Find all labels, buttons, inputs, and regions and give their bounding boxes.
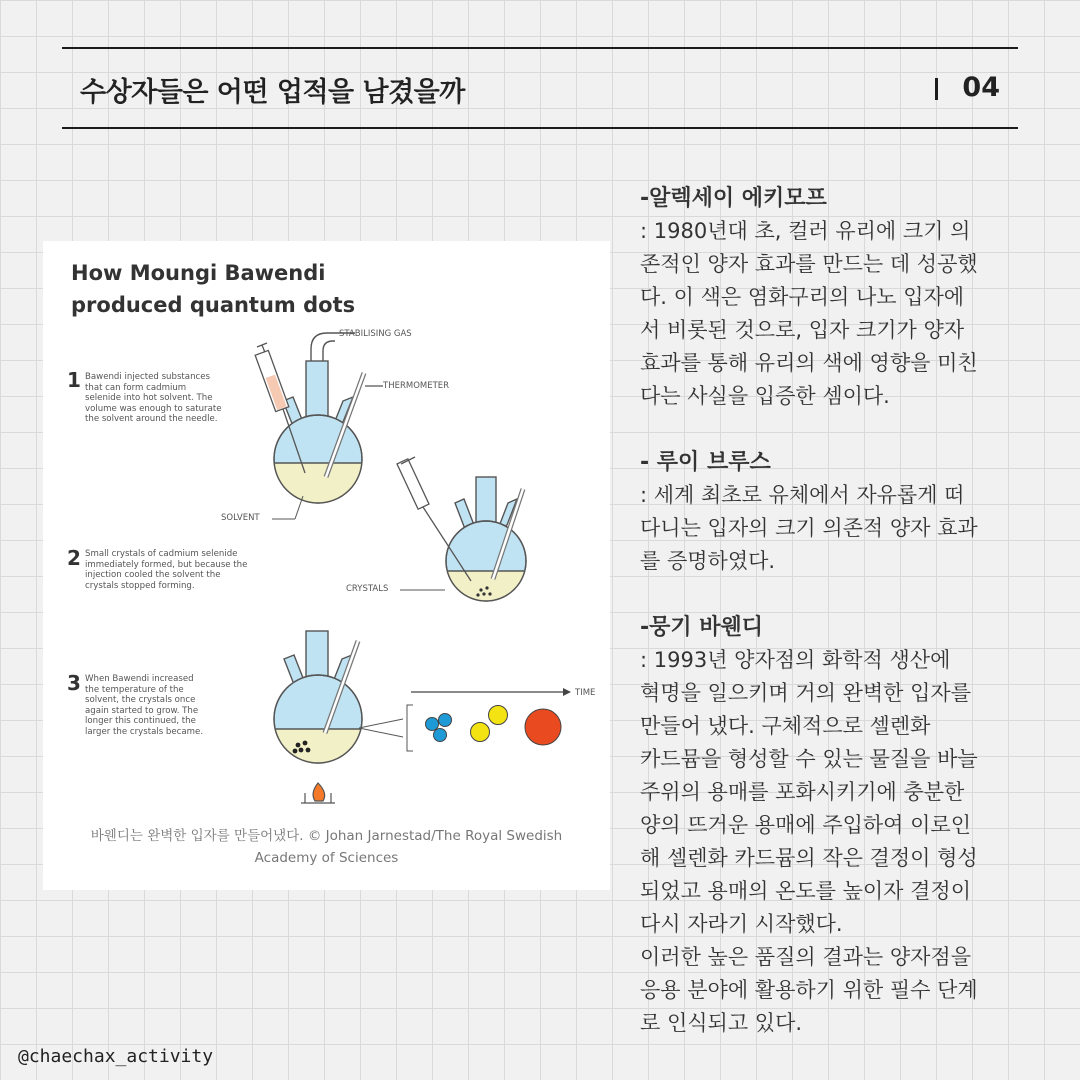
page-number: 04 (962, 72, 1000, 103)
author-handle: @chaechax_activity (18, 1046, 214, 1067)
laureate-descriptions (640, 182, 1040, 1073)
quantum-dot-medium-2 (489, 706, 508, 725)
laureate-name: -알렉세이 에키모프 (640, 186, 827, 211)
header-top-rule (62, 47, 1018, 49)
step-1-number: 1 (67, 368, 81, 392)
flask-step-1 (268, 361, 368, 513)
quantum-dot-medium-1 (471, 723, 490, 742)
quantum-dot-small-1 (426, 718, 439, 731)
page-number-divider (935, 78, 938, 100)
header-bottom-rule (62, 127, 1018, 129)
laureate-name: - 루이 브루스 (640, 450, 771, 475)
figure-caption: 바웬디는 완벽한 입자를 만들어냈다. © Johan Jarnestad/The Royal Swedish Academy of Sciences (90, 828, 563, 866)
step-2-number: 2 (67, 546, 81, 570)
laureate-bawendi: -뭉기 바웬디 : 1993년 양자점의 화학적 생산에 혁명을 일으키며 거의 완벽한 입자를 만들어 냈다. 구체적으로 셀렌화 카드뮴을 형성할 수 있는 물질을 바늘 주위의 용매를 포화시키기에 충분한 양의 뜨거운 용매에 주입하여 이로인 해 셀렌화 카드뮴의 작은 결정이 형성 되었고 용매의 온도를 높이자 결정이 다시 자라기 시작했다. 이러한 높은 품질의 결과는 양자점을 응용 분야에 활용하기 위한 필수 단계 로 인식되고 있다. (640, 611, 1040, 1040)
label-time: TIME (575, 688, 596, 698)
laureate-name: -뭉기 바웬디 (640, 615, 764, 640)
label-crystals: CRYSTALS (346, 584, 389, 594)
step-3-number: 3 (67, 671, 81, 695)
label-stabilising-gas: STABILISING GAS (339, 329, 412, 339)
laureate-ekimov: -알렉세이 에키모프 : 1980년대 초, 컬러 유리에 크기 의 존적인 양자 효과를 만드는 데 성공했 다. 이 색은 염화구리의 나노 입자에 서 비롯된 것으로, 입자 크기가 양자 효과를 통해 유리의 색에 영향을 미친 다는 사실을 입증한 셈이다. (640, 182, 1040, 413)
step-1-text: Bawendi injected substances that can form cadmium selenide into hot solvent. The volume was enough to saturate the solvent around the needle. (85, 372, 222, 424)
label-thermometer: THERMOMETER (383, 381, 450, 391)
figure-title-line-1: How Moungi Bawendi (71, 261, 326, 285)
quantum-dots (426, 706, 562, 746)
figure-title (71, 257, 355, 321)
step-2-text: Small crystals of cadmium selenide immediately formed, but because the injection cooled the solvent the crystals stopped forming. (85, 549, 248, 591)
laureate-brus: - 루이 브루스 : 세계 최초로 유체에서 자유롭게 떠 다니는 입자의 크기 의존적 양자 효과 를 증명하였다. (640, 446, 1040, 578)
quantum-dot-large (525, 709, 561, 745)
quantum-dot-small-2 (439, 714, 452, 727)
quantum-dot-small-3 (434, 729, 447, 742)
burner-flame-icon (301, 783, 335, 803)
quantum-dot-figure (43, 241, 610, 890)
time-arrow (411, 688, 571, 696)
label-solvent: SOLVENT (221, 513, 260, 523)
zoom-callout (359, 705, 413, 751)
page-title: 수상자들은 어떤 업적을 남겼을까 (80, 77, 465, 108)
figure-title-line-2: produced quantum dots (71, 293, 356, 317)
step-3-text: When Bawendi increased the temperature of the solvent, the crystals once again started to grow. The longer this continued, the larger the crystals became. (85, 674, 204, 737)
